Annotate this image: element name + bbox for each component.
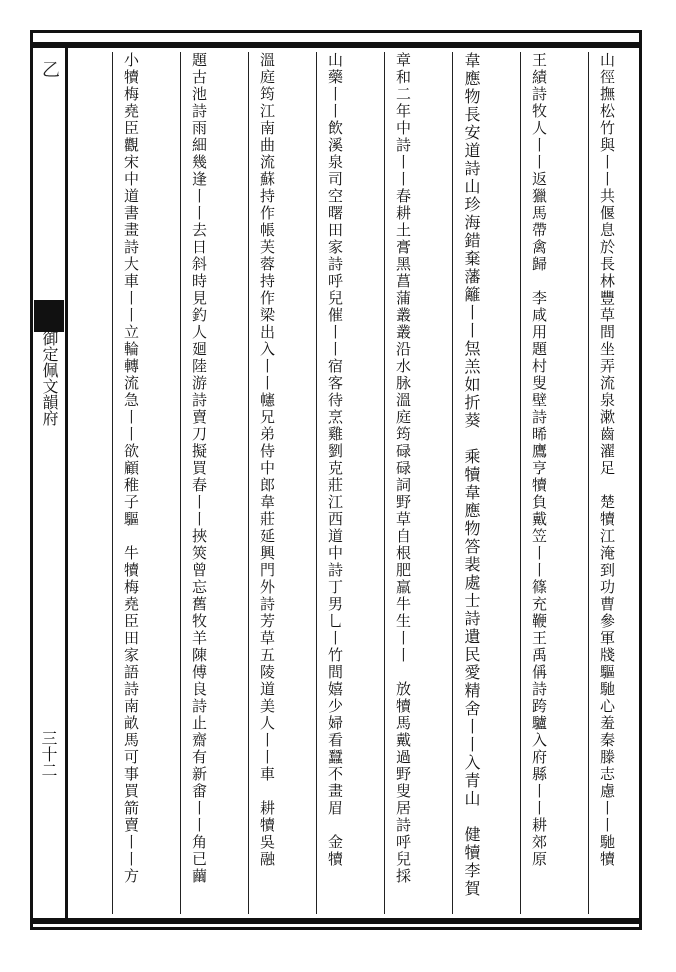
text-column-6: 溫庭筠江南曲流蘇持作帳芙蓉持作梁出入丨丨幰兄弟侍中郎韋莊延興門外詩芳草五陵道美人丨丨車 耕犢吳融 [258, 52, 276, 868]
column-rule [180, 52, 181, 914]
gutter-marks: 乙 [39, 60, 60, 168]
bottom-rule [33, 918, 639, 924]
text-column-4: 章和二年中詩丨丨春耕土膏黑菖蒲叢叢沿水脉溫庭筠碌碌詞野草自根肥羸牛生丨丨 放犢馬戴過野叟居詩呼兒採 [394, 52, 412, 885]
column-rule [248, 52, 249, 914]
fish-tail-mark [34, 300, 64, 332]
column-rule [452, 52, 453, 914]
margin-gutter [30, 42, 68, 924]
column-rule [384, 52, 385, 914]
text-column-8: 小犢梅堯臣觀宋中道書畫詩大車丨丨立輪轉流急丨丨欲顧稚子驅 牛犢梅堯臣田家語詩南畝馬可事買箭賣丨丨方 [122, 52, 140, 885]
text-column-7: 題古池詩雨細幾逢丨丨去日斜時見釣人廻陸游詩賣刀擬買春丨丨挾筴曾忘舊牧羊陳傅良詩止齋有新畬丨丨角已繭 [190, 52, 208, 885]
column-rule [112, 52, 113, 914]
column-rule [588, 52, 589, 914]
folio-number: 三十二 [39, 730, 58, 778]
text-column-1: 山徑撫松竹與丨丨共偃息於長林豐草間坐弄流泉漱齒濯足 楚犢江淹到功曹參軍牋驅馳心羞秦滕志慮丨丨馳犢 [598, 52, 616, 868]
text-column-3: 韋應物長安道詩山珍海錯棄藩籬丨丨炰羔如折葵 乘犢韋應物答裴處士詩遺民愛精舍丨丨入青山 健犢李賀 [462, 52, 481, 898]
text-column-2: 王績詩牧人丨丨返獵馬帶禽歸 李咸用題村叟壁詩晞鷹亨犢負戴笠丨丨篠充鞭王禹偁詩跨驢入府縣丨丨耕郊原 [530, 52, 548, 868]
column-rule [316, 52, 317, 914]
gutter-book-title: 御定佩文韻府 [40, 330, 59, 426]
column-rule [520, 52, 521, 914]
top-rule [33, 42, 639, 48]
text-column-5: 山藥丨丨飲溪泉司空曙田家詩呼兒催丨丨宿客待烹雞劉克莊江西道中詩丁男乚丨竹間嬉少婦看蠶不畫眉 金犢 [326, 52, 344, 868]
